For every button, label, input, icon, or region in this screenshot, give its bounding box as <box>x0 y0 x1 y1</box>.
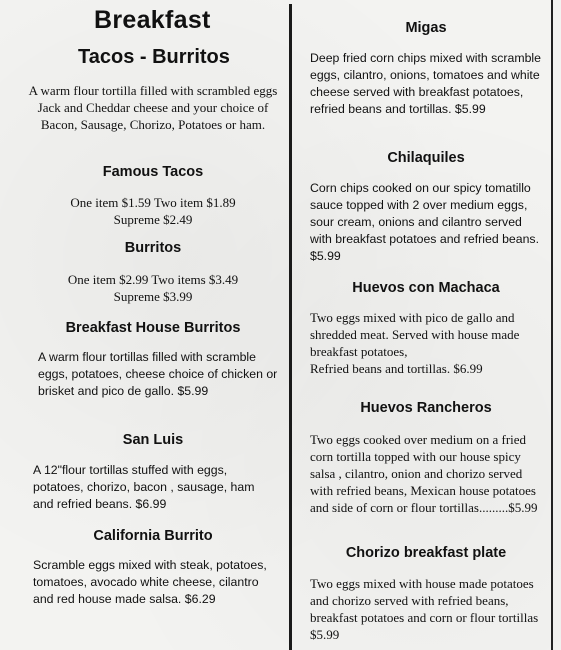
huevos-machaca-desc-2: Refried beans and tortillas. $6.99 <box>310 361 483 376</box>
chilaquiles-desc: Corn chips cooked on our spicy tomatillo sauce topped with 2 over medium eggs, sour cream, onions and cilantro served with breakfast potatoes and refried beans. $5.99 <box>310 181 539 263</box>
menu-title: Breakfast <box>94 6 211 34</box>
migas-title: Migas <box>405 20 447 36</box>
chilaquiles-title: Chilaquiles <box>387 150 465 166</box>
chorizo-plate-desc: Two eggs mixed with house made potatoes and chorizo served with refried beans, breakfast potatoes and corn or flour tortillas $5.99 <box>310 576 539 642</box>
huevos-rancheros-title: Huevos Rancheros <box>360 400 492 416</box>
famous-tacos-title: Famous Tacos <box>102 164 204 180</box>
burritos-prices: One item $2.99 Two items $3.49 <box>67 272 239 287</box>
page-edge-line <box>551 0 553 650</box>
san-luis-title: San Luis <box>122 432 184 448</box>
chorizo-plate-title: Chorizo breakfast plate <box>345 545 507 561</box>
breakfast-house-burritos-title: Breakfast House Burritos <box>65 320 241 336</box>
burritos-title: Burritos <box>124 240 182 256</box>
section-title-tacos-burritos: Tacos - Burritos <box>78 46 230 68</box>
famous-tacos-supreme: Supreme $2.49 <box>113 212 193 227</box>
famous-tacos-prices: One item $1.59 Two item $1.89 <box>70 195 236 210</box>
huevos-machaca-title: Huevos con Machaca <box>352 280 500 296</box>
column-divider <box>289 4 292 650</box>
migas-desc: Deep fried corn chips mixed with scramble eggs, cilantro, onions, tomatoes and white cheese served with breakfast potatoes, refried beans and tortillas. $5.99 <box>310 51 541 116</box>
huevos-machaca-desc: Two eggs mixed with pico de gallo and shredded meat. Served with house made breakfast potatoes, <box>310 310 520 359</box>
breakfast-house-burritos-desc: A warm flour tortillas filled with scramble eggs, potatoes, cheese choice of chicken or brisket and pico de gallo. $5.99 <box>38 350 278 398</box>
intro-text: A warm flour tortilla filled with scrambled eggs Jack and Cheddar cheese and your choice of Bacon, Sausage, Chorizo, Potatoes or ham. <box>28 83 278 132</box>
burritos-supreme: Supreme $3.99 <box>113 289 193 304</box>
california-burrito-desc: Scramble eggs mixed with steak, potatoes, tomatoes, avocado white cheese, cilantro and red house made salsa. $6.29 <box>33 558 267 606</box>
california-burrito-title: California Burrito <box>93 528 213 544</box>
huevos-rancheros-desc: Two eggs cooked over medium on a fried corn tortilla topped with our house spicy salsa , cilantro, onion and chorizo served with refried beans, Mexican house potatoes and side of corn or flour tortillas.........$5.99 <box>310 432 538 515</box>
san-luis-desc: A 12"flour tortillas stuffed with eggs, potatoes, chorizo, bacon , sausage, ham and refried beans. $6.99 <box>33 463 255 511</box>
